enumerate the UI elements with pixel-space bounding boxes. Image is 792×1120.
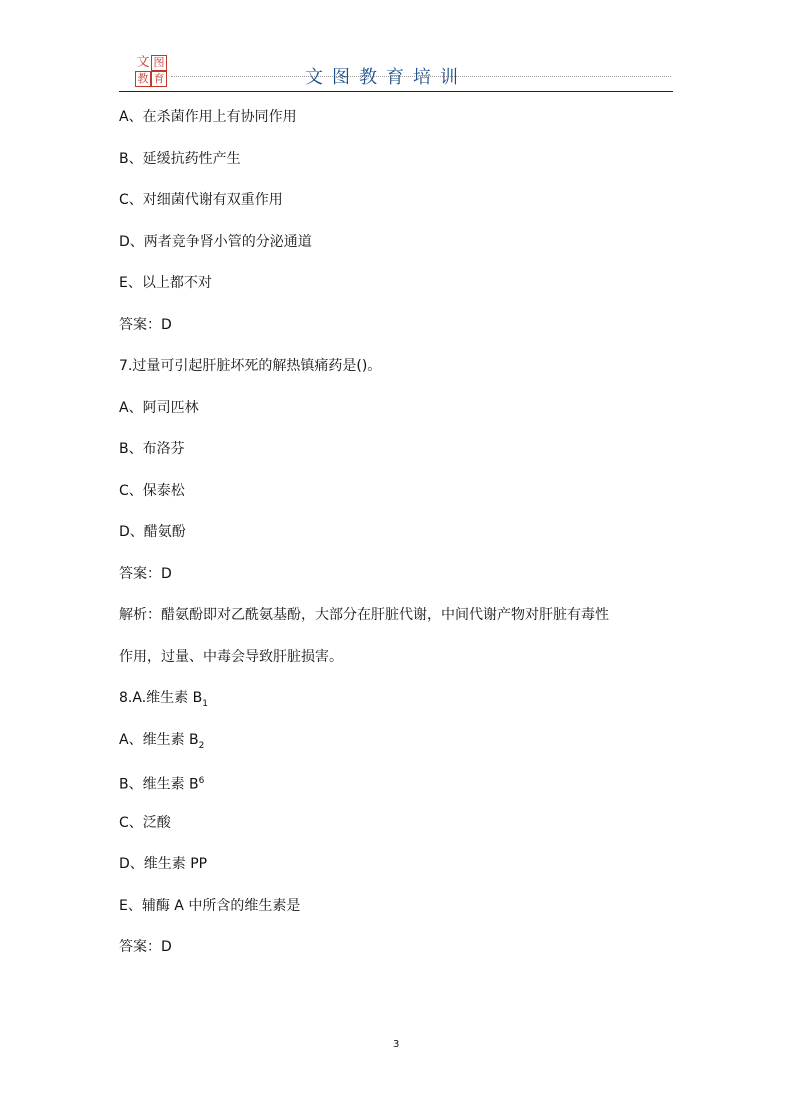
option-e: E、辅酶 A 中所含的维生素是 xyxy=(119,898,301,914)
option-b: B、延缓抗药性产生 xyxy=(119,151,241,167)
option-d: D、两者竞争肾小管的分泌通道 xyxy=(119,234,312,250)
header-title: 文图教育培训 xyxy=(305,67,467,88)
option-b xyxy=(119,772,204,794)
option-e: E、以上都不对 xyxy=(119,275,212,291)
logo-char: 图 xyxy=(151,55,167,71)
option-a: A、阿司匹林 xyxy=(119,400,199,416)
option-a: A、在杀菌作用上有协同作用 xyxy=(119,109,297,125)
question-8-text: 8.A.维生素 B xyxy=(119,690,203,706)
question-8 xyxy=(119,689,208,713)
option-d: D、醋氨酚 xyxy=(119,524,186,540)
option-b-text: B、维生素 B xyxy=(119,776,199,793)
option-c: C、泛酸 xyxy=(119,815,171,831)
option-c: C、保泰松 xyxy=(119,483,185,499)
answer: 答案：D xyxy=(119,317,172,333)
superscript: 6 xyxy=(198,776,205,786)
logo-char: 文 xyxy=(136,55,150,70)
subscript: 2 xyxy=(198,740,205,751)
option-c: C、对细菌代谢有双重作用 xyxy=(119,192,283,208)
explanation: 解析：醋氨酚即对乙酰氨基酚，大部分在肝脏代谢，中间代谢产物对肝脏有毒性 xyxy=(119,607,609,623)
option-d: D、维生素 PP xyxy=(119,856,208,872)
subscript: 1 xyxy=(202,698,208,709)
explanation-cont: 作用，过量、中毒会导致肝脏损害。 xyxy=(119,649,343,665)
header-divider xyxy=(119,91,673,92)
option-b: B、布洛芬 xyxy=(119,441,185,457)
option-a xyxy=(119,731,204,755)
logo-char: 育 xyxy=(151,71,167,87)
question-7: 7.过量可引起肝脏坏死的解热镇痛药是()。 xyxy=(119,358,382,374)
answer: 答案：D xyxy=(119,939,172,955)
page-number: 3 xyxy=(393,1039,400,1050)
answer: 答案：D xyxy=(119,566,172,582)
logo xyxy=(135,55,167,87)
logo-char: 教 xyxy=(135,71,151,87)
option-a-text: A、维生素 B xyxy=(119,732,199,748)
page-header xyxy=(119,52,673,94)
